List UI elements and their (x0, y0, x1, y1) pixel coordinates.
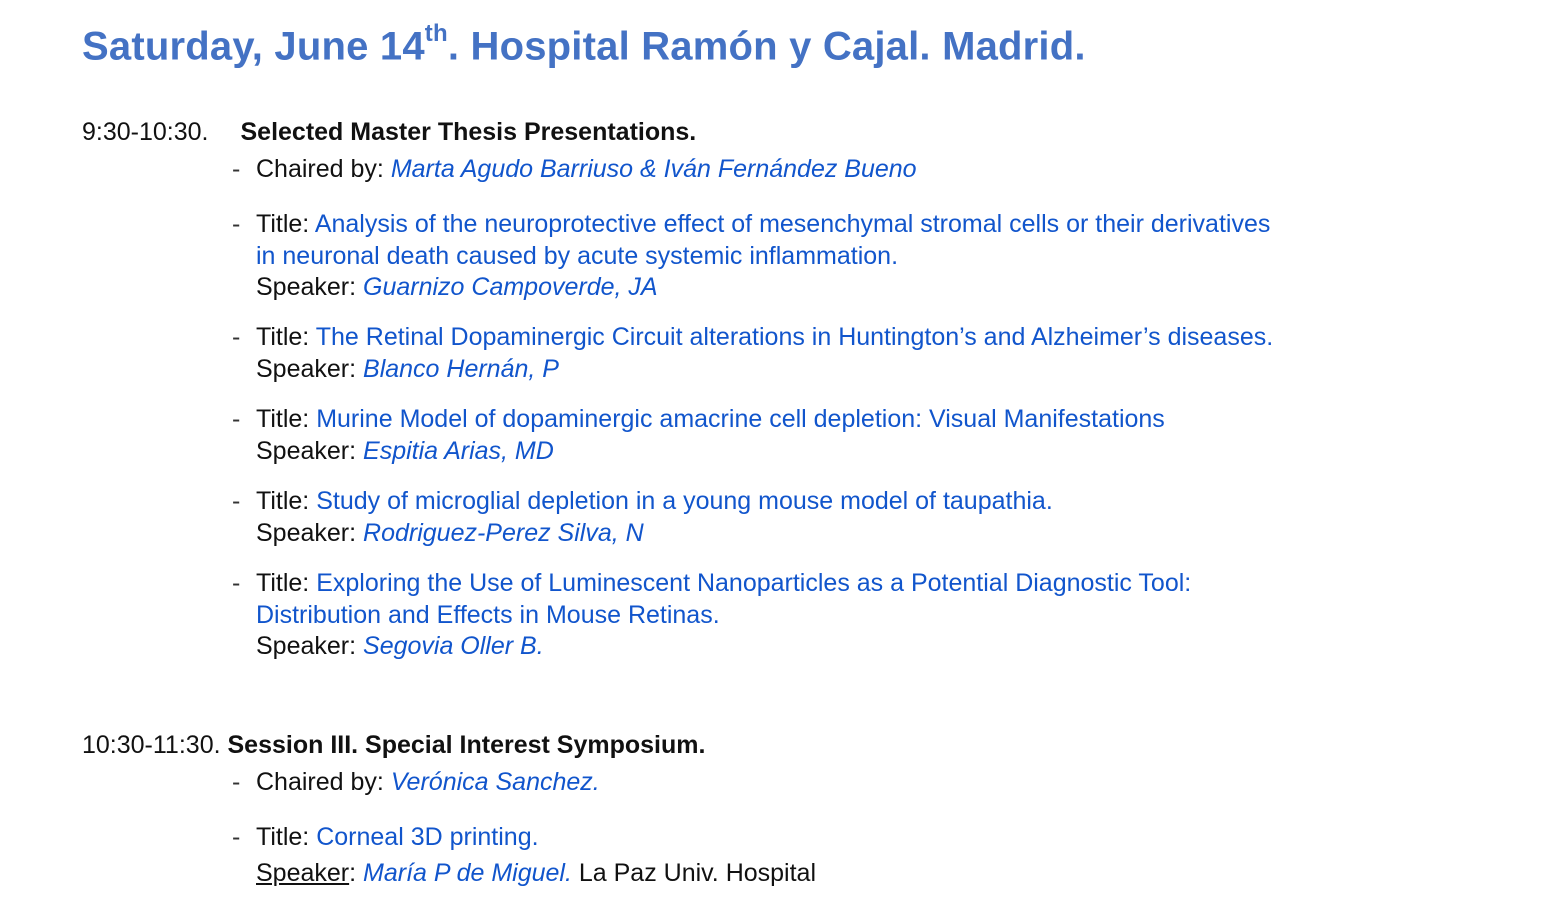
talk-title: Study of microglial depletion in a young mouse model of taupathia. (316, 487, 1053, 515)
bullet-dash: - (232, 323, 241, 351)
page-title (82, 20, 1086, 69)
chair-name: Marta Agudo Barriuso & Iván Fernández Bueno (390, 155, 917, 183)
speaker-name: Blanco Hernán, P (363, 354, 559, 383)
bullet-dash: - (232, 569, 241, 597)
speaker-name: Segovia Oller B. (363, 632, 544, 660)
session-header (82, 117, 696, 147)
speaker-name: Guarnizo Campoverde, JA (363, 273, 658, 301)
bullet-dash: - (232, 823, 241, 851)
session-time: 10:30-11:30. (82, 731, 221, 759)
speaker-label: Speaker: (256, 632, 357, 660)
talk-title: Murine Model of dopaminergic amacrine cell depletion: Visual Manifestations (316, 405, 1165, 433)
bullet-dash: - (232, 210, 241, 238)
bullet-dash: - (232, 155, 241, 183)
session-title: Selected Master Thesis Presentations. (240, 118, 697, 146)
title-label: Title: (256, 823, 310, 851)
chair-label: Chaired by: (256, 768, 384, 796)
session-time: 9:30-10:30. (82, 118, 209, 146)
talk-title: Analysis of the neuroprotective effect of mesenchymal stromal cells or their derivatives (314, 210, 1271, 238)
title-label: Title: (256, 210, 310, 238)
talk-title-continued: in neuronal death caused by acute systemic inflammation. (256, 241, 899, 270)
speaker-label: Speaker: (256, 436, 357, 465)
page-title-date: Saturday, June 14 (82, 24, 425, 69)
chair-name: Verónica Sanchez. (390, 768, 600, 796)
bullet-dash: - (232, 487, 241, 515)
page-title-superscript: th (424, 20, 448, 47)
talk-title-continued: Distribution and Effects in Mouse Retinas. (256, 600, 720, 629)
title-label: Title: (256, 323, 310, 351)
talk-title: Corneal 3D printing. (316, 823, 539, 851)
title-label: Title: (256, 569, 310, 597)
speaker-label: Speaker: (256, 518, 357, 547)
title-label: Title: (256, 487, 310, 515)
speaker-label: Speaker (256, 858, 350, 887)
speaker-name: María P de Miguel. (363, 858, 572, 887)
speaker-separator: : (349, 858, 357, 887)
chair-label: Chaired by: (256, 155, 384, 183)
talk-title: Exploring the Use of Luminescent Nanoparticles as a Potential Diagnostic Tool: (316, 569, 1192, 597)
speaker-name: Rodriguez-Perez Silva, N (363, 518, 644, 547)
title-label: Title: (256, 405, 310, 433)
speaker-label: Speaker: (256, 354, 357, 383)
speaker-name: Espitia Arias, MD (363, 436, 554, 465)
speaker-affiliation: La Paz Univ. Hospital (571, 858, 817, 887)
bullet-dash: - (232, 768, 241, 796)
talk-title: The Retinal Dopaminergic Circuit alterations in Huntington’s and Alzheimer’s diseases. (315, 323, 1274, 351)
page-title-venue: . Hospital Ramón y Cajal. Madrid. (447, 24, 1086, 69)
speaker-label: Speaker: (256, 273, 357, 301)
session-title: Session III. Special Interest Symposium. (227, 731, 706, 759)
bullet-dash: - (232, 405, 241, 433)
session-header (82, 730, 705, 760)
